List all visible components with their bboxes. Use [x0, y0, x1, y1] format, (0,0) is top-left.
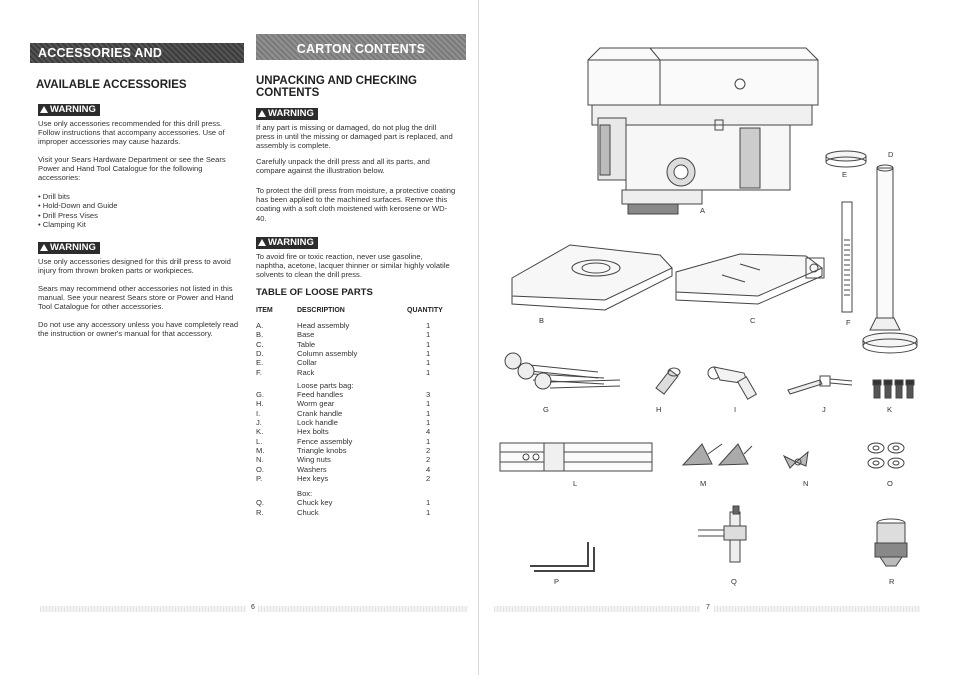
- table-row-description: Table: [297, 339, 316, 349]
- label-c: C: [750, 316, 756, 325]
- fence-drawing: [500, 443, 652, 471]
- label-i: I: [734, 405, 737, 414]
- table-row-item: P.: [256, 473, 263, 483]
- table-row-item: C.: [256, 339, 264, 349]
- label-n: N: [803, 479, 809, 488]
- list-item: • Clamping Kit: [38, 220, 118, 229]
- accessory-list: [38, 192, 118, 230]
- table-row-description: Rack: [297, 367, 315, 377]
- table-row-item: O.: [256, 464, 265, 474]
- table-row-description: Chuck: [297, 507, 319, 517]
- table-row-description: Worm gear: [297, 399, 335, 409]
- label-o: O: [887, 479, 893, 488]
- warning-label-2: WARNING: [38, 242, 100, 254]
- table-row-quantity: 1: [426, 358, 431, 368]
- table-row-item: R.: [256, 507, 264, 517]
- warning-label-1: WARNING: [38, 104, 100, 116]
- warning-text-2: Use only accessories designed for this drill press to avoid injury from thrown broken parts or workpieces.: [38, 257, 231, 276]
- table-row-item: J.: [256, 418, 262, 427]
- warning-text-1: Use only accessories recommended for this drill press. Follow instructions that accompany accessories. Use of improper accessories may cause hazards.: [38, 119, 225, 147]
- label-e: E: [842, 170, 848, 179]
- table-row-description: Fence assembly: [297, 436, 353, 446]
- unpack-text: Carefully unpack the drill press and all its parts, and compare against the illustration below.: [256, 157, 430, 176]
- feed-handles-drawing: [505, 353, 620, 389]
- available-accessories-heading: AVAILABLE ACCESSORIES: [36, 79, 187, 91]
- table-row-quantity: 1: [426, 498, 431, 508]
- loose-parts-table: [256, 321, 456, 531]
- label-p: P: [554, 577, 560, 586]
- label-l: L: [573, 479, 578, 488]
- missing-part-text: If any part is missing or damaged, do not plug the drill press in until the missing or damaged part is replaced, and assembly is complete.: [256, 123, 453, 151]
- table-row-quantity: 2: [426, 445, 431, 455]
- unpacking-heading: UNPACKING AND CHECKING CONTENTS: [256, 75, 417, 99]
- accessories-banner: ACCESSORIES AND ATTACHMENTS: [30, 43, 244, 63]
- warning-triangle-icon: [258, 239, 266, 246]
- table-row-item: G.: [256, 390, 265, 400]
- crank-handle-drawing: [708, 367, 756, 399]
- table-row-description: Collar: [297, 358, 317, 368]
- label-r: R: [889, 577, 895, 586]
- do-not-text: Do not use any accessory unless you have completely read the instruction or owner's manual for that accessory.: [38, 320, 239, 339]
- footer-bar-left: [40, 606, 246, 612]
- table-row-item: I.: [256, 408, 261, 418]
- table-row-item: Q.: [256, 498, 265, 508]
- recommend-text: Sears may recommend other accessories not listed in this manual. See your nearest Sears store or Power and Hand Tool Catalogue for other accessories.: [38, 284, 234, 312]
- collar-drawing: [826, 151, 866, 161]
- table-row-item: M.: [256, 445, 265, 455]
- table-row-description: Wing nuts: [297, 455, 331, 465]
- warning-triangle-icon: [40, 106, 48, 113]
- lock-handle-drawing: [788, 376, 852, 394]
- table-row-item: N.: [256, 455, 264, 465]
- chuck-drawing: [875, 519, 907, 566]
- label-a: A: [700, 206, 706, 215]
- warning-label-3: WARNING: [256, 108, 318, 120]
- table-drawing: [676, 254, 824, 304]
- protect-text: To protect the drill press from moisture, a protective coating has been applied to the machined surfaces. Remove this coating with a soft cloth moistened with kerosene or WD-40.: [256, 186, 456, 223]
- table-row-quantity: 1: [426, 507, 431, 517]
- table-row-description: Hex bolts: [297, 427, 329, 437]
- warning-label-4: WARNING: [256, 237, 318, 249]
- solvent-text: To avoid fire or toxic reaction, never use gasoline, naphtha, acetone, lacquer thinner or similar highly volatile solvents to clean the drill press.: [256, 252, 450, 280]
- table-row-quantity: 1: [426, 348, 431, 358]
- table-row-description: Head assembly: [297, 321, 350, 330]
- table-row-quantity: 3: [426, 390, 431, 400]
- table-row-quantity: 1: [426, 408, 431, 418]
- table-row-item: K.: [256, 427, 264, 437]
- table-row-item: H.: [256, 399, 264, 409]
- label-q: Q: [731, 577, 737, 586]
- page-number-right: 7: [706, 604, 710, 611]
- label-h: H: [656, 405, 662, 414]
- table-row-item: E.: [256, 358, 264, 368]
- washers-drawing: [868, 443, 904, 468]
- table-row-quantity: 4: [426, 427, 431, 437]
- table-row-description: Chuck key: [297, 498, 333, 508]
- warning-triangle-icon: [258, 110, 266, 117]
- page-number-left: 6: [251, 604, 255, 611]
- label-j: J: [822, 405, 826, 414]
- table-row-item: A.: [256, 321, 264, 330]
- col-description: DESCRIPTION: [297, 307, 345, 314]
- footer-bar-right-b: [714, 606, 920, 612]
- box-label: Box:: [297, 489, 313, 499]
- table-row-item: B.: [256, 330, 264, 340]
- table-row-description: Column assembly: [297, 348, 358, 358]
- loose-parts-title: TABLE OF LOOSE PARTS: [256, 287, 373, 298]
- table-row-quantity: 2: [426, 455, 431, 465]
- table-row-description: Lock handle: [297, 418, 338, 427]
- table-row-item: L.: [256, 436, 263, 446]
- col-item: ITEM: [256, 307, 273, 314]
- list-item: • Hold-Down and Guide: [38, 201, 118, 210]
- table-row-description: Triangle knobs: [297, 445, 347, 455]
- table-row-quantity: 1: [426, 330, 431, 340]
- hex-bolts-drawing: [873, 380, 914, 398]
- worm-gear-drawing: [656, 368, 680, 394]
- label-f: F: [846, 318, 851, 327]
- label-k: K: [887, 405, 893, 414]
- warning-triangle-icon: [40, 244, 48, 251]
- column-drawing: [863, 165, 917, 353]
- table-row-quantity: 1: [426, 367, 431, 377]
- triangle-knobs-drawing: [683, 444, 752, 465]
- list-item: • Drill bits: [38, 192, 118, 201]
- table-row-quantity: 1: [426, 321, 431, 330]
- table-row-item: F.: [256, 367, 262, 377]
- label-g: G: [543, 405, 549, 414]
- table-row-description: Feed handles: [297, 390, 344, 400]
- chuck-key-drawing: [698, 506, 746, 562]
- table-row-description: Hex keys: [297, 473, 329, 483]
- table-row-description: Washers: [297, 464, 327, 474]
- table-row-quantity: 1: [426, 436, 431, 446]
- footer-bar-right-a: [494, 606, 700, 612]
- table-row-quantity: 1: [426, 399, 431, 409]
- parts-illustration: [480, 0, 954, 675]
- hex-keys-drawing: [530, 542, 594, 571]
- list-item: • Drill Press Vises: [38, 211, 118, 220]
- table-row-quantity: 4: [426, 464, 431, 474]
- col-quantity: QUANTITY: [407, 307, 443, 314]
- table-row-quantity: 1: [426, 418, 431, 427]
- bag-label: Loose parts bag:: [297, 380, 354, 390]
- visit-text: Visit your Sears Hardware Department or see the Sears Power and Hand Tool Catalogue for the following accessories:: [38, 155, 226, 183]
- label-d: D: [888, 150, 894, 159]
- rack-drawing: [842, 202, 852, 312]
- table-row-description: Crank handle: [297, 408, 343, 418]
- label-m: M: [700, 479, 707, 488]
- table-row-description: Base: [297, 330, 315, 340]
- head-assembly-drawing: [588, 48, 818, 214]
- table-row-quantity: 1: [426, 339, 431, 349]
- wing-nuts-drawing: [784, 452, 808, 468]
- table-row-item: D.: [256, 348, 264, 358]
- page-fold: [478, 0, 479, 675]
- carton-contents-banner: CARTON CONTENTS: [256, 34, 466, 60]
- label-b: B: [539, 316, 545, 325]
- table-row-quantity: 2: [426, 473, 431, 483]
- base-drawing: [512, 245, 672, 310]
- footer-bar-middle: [258, 606, 468, 612]
